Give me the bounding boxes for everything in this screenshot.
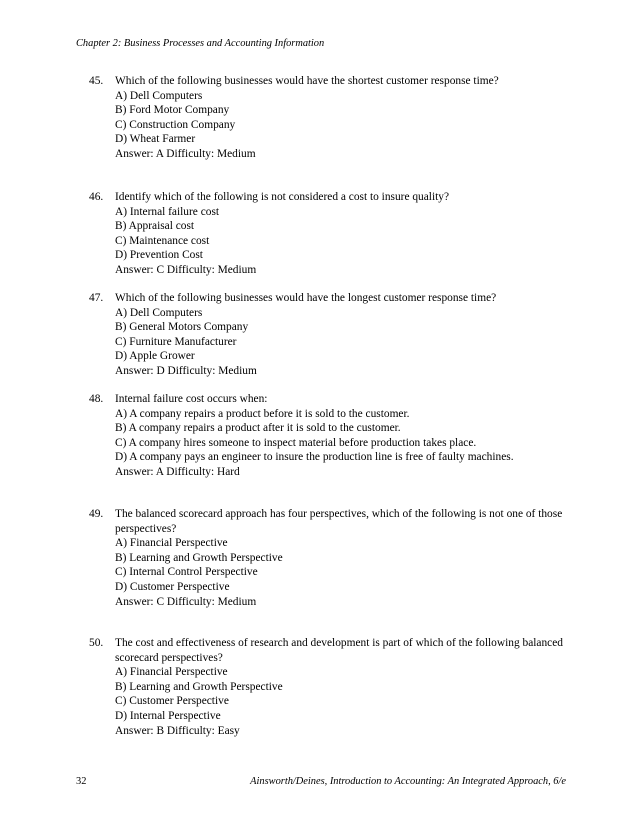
option-a: A) Internal failure cost <box>115 205 220 218</box>
question-text: Internal failure cost occurs when: <box>115 393 268 405</box>
question-47 <box>89 291 589 379</box>
option-a: A) Financial Perspective <box>115 537 228 550</box>
question-50 <box>89 636 589 738</box>
option-c: C) Furniture Manufacturer <box>115 335 237 348</box>
option-a: A) Financial Perspective <box>115 666 228 679</box>
answer-line: Answer: A Difficulty: Medium <box>115 147 256 160</box>
option-c: C) A company hires someone to inspect material before production takes place. <box>115 436 477 449</box>
option-c: C) Internal Control Perspective <box>115 566 258 579</box>
answer-line: Answer: C Difficulty: Medium <box>115 595 257 608</box>
running-header: Chapter 2: Business Processes and Accounting Information <box>76 38 325 49</box>
question-text: The cost and effectiveness of research and development is part of which of the following balanced scorecard perspectives? <box>115 637 563 664</box>
option-a: A) Dell Computers <box>115 89 203 102</box>
option-d: D) Internal Perspective <box>115 709 221 722</box>
option-a: A) A company repairs a product before it is sold to the customer. <box>115 407 410 420</box>
option-b: B) Learning and Growth Perspective <box>115 680 283 693</box>
option-d: D) Apple Grower <box>115 350 195 363</box>
option-b: B) Learning and Growth Perspective <box>115 551 283 564</box>
page-number: 32 <box>76 776 87 787</box>
book-citation: Ainsworth/Deines, Introduction to Accounting: An Integrated Approach, 6/e <box>250 776 566 787</box>
option-a: A) Dell Computers <box>115 306 203 319</box>
option-b: B) General Motors Company <box>115 321 249 334</box>
answer-line: Answer: D Difficulty: Medium <box>115 364 257 377</box>
question-text: Which of the following businesses would have the longest customer response time? <box>115 292 497 304</box>
question-number: 45. <box>89 75 104 87</box>
question-number: 50. <box>89 637 104 649</box>
question-48 <box>89 392 589 480</box>
option-b: B) Appraisal cost <box>115 220 195 233</box>
question-text: Which of the following businesses would have the shortest customer response time? <box>115 75 499 87</box>
option-b: B) Ford Motor Company <box>115 104 230 117</box>
answer-line: Answer: C Difficulty: Medium <box>115 263 257 276</box>
option-c: C) Maintenance cost <box>115 234 210 247</box>
option-c: C) Customer Perspective <box>115 695 229 708</box>
question-number: 48. <box>89 393 104 405</box>
question-number: 46. <box>89 191 104 203</box>
option-d: D) Customer Perspective <box>115 580 230 593</box>
question-46 <box>89 190 589 278</box>
question-49 <box>89 507 589 609</box>
option-d: D) A company pays an engineer to insure the production line is free of faulty machines. <box>115 451 514 464</box>
option-d: D) Prevention Cost <box>115 249 203 262</box>
question-45 <box>89 74 589 162</box>
answer-line: Answer: B Difficulty: Easy <box>115 724 240 737</box>
option-d: D) Wheat Farmer <box>115 133 196 146</box>
option-b: B) A company repairs a product after it is sold to the customer. <box>115 422 401 435</box>
question-text: The balanced scorecard approach has four perspectives, which of the following is not one of those perspectives? <box>115 508 563 535</box>
question-number: 49. <box>89 508 104 520</box>
question-text: Identify which of the following is not considered a cost to insure quality? <box>115 191 450 203</box>
question-number: 47. <box>89 292 104 304</box>
option-c: C) Construction Company <box>115 118 236 131</box>
answer-line: Answer: A Difficulty: Hard <box>115 465 240 478</box>
